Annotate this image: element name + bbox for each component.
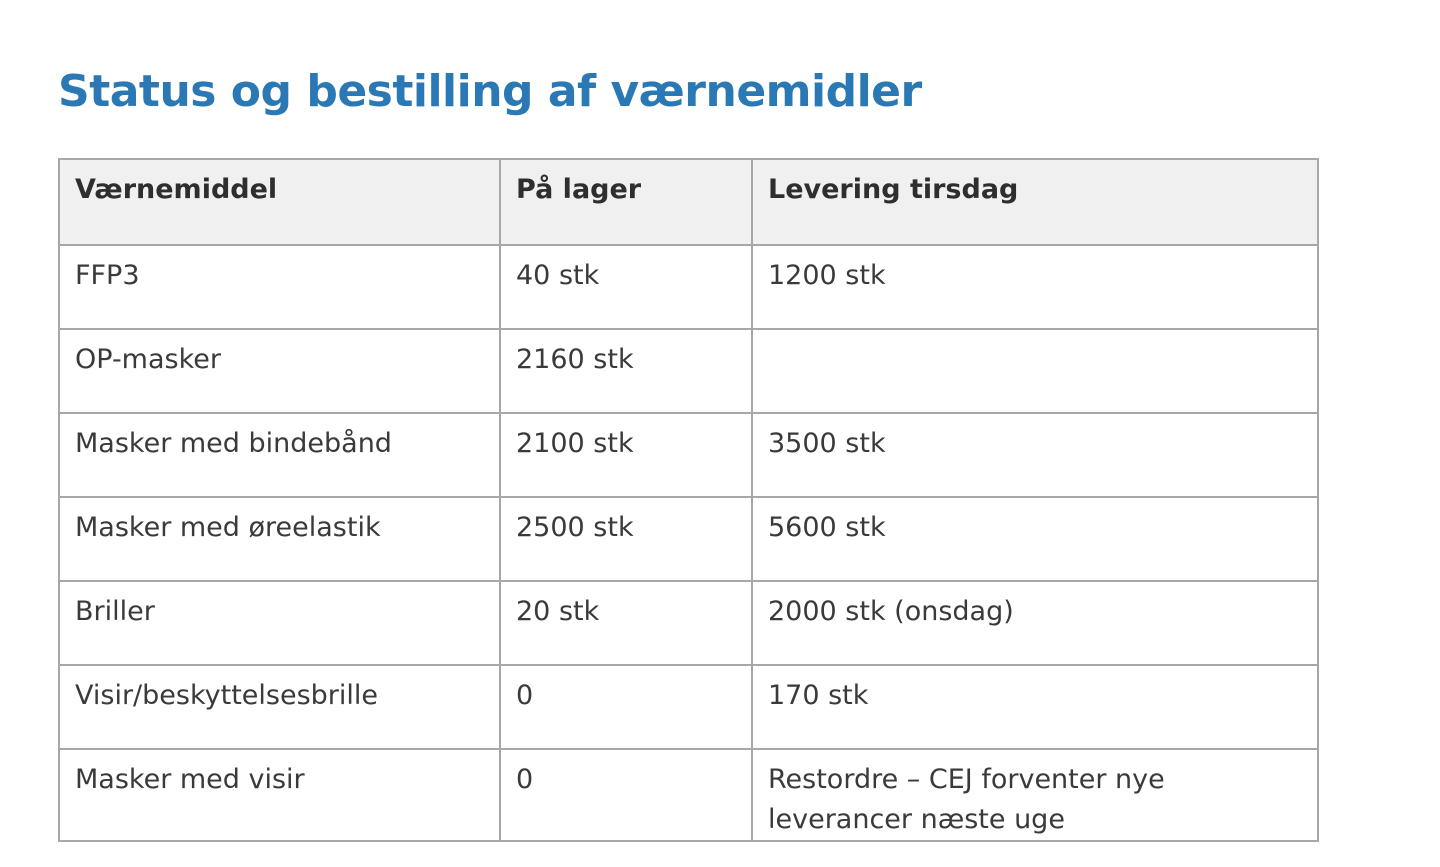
cell-stock: 2100 stk	[500, 413, 752, 497]
cell-item: Briller	[59, 581, 500, 665]
cell-delivery	[752, 329, 1318, 413]
cell-item: Masker med øreelastik	[59, 497, 500, 581]
cell-stock: 2500 stk	[500, 497, 752, 581]
table-row	[59, 497, 1318, 581]
table-row	[59, 665, 1318, 749]
cell-stock: 40 stk	[500, 245, 752, 329]
table-row	[59, 749, 1318, 841]
cell-item: Masker med visir	[59, 749, 500, 841]
cell-stock: 2160 stk	[500, 329, 752, 413]
cell-delivery: 1200 stk	[752, 245, 1318, 329]
cell-stock: 0	[500, 749, 752, 841]
table-header-row	[59, 159, 1318, 245]
table-row	[59, 413, 1318, 497]
page-title: Status og bestilling af værnemidler	[58, 66, 922, 117]
cell-delivery: 2000 stk (onsdag)	[752, 581, 1318, 665]
table-row	[59, 329, 1318, 413]
cell-delivery: Restordre – CEJ forventer nye leverancer næste uge	[752, 749, 1318, 841]
header-delivery: Levering tirsdag	[752, 159, 1318, 245]
table-row	[59, 581, 1318, 665]
header-stock: På lager	[500, 159, 752, 245]
supplies-table	[58, 158, 1319, 842]
cell-item: FFP3	[59, 245, 500, 329]
cell-item: Masker med bindebånd	[59, 413, 500, 497]
cell-delivery: 3500 stk	[752, 413, 1318, 497]
table-row	[59, 245, 1318, 329]
cell-item: Visir/beskyttelsesbrille	[59, 665, 500, 749]
cell-stock: 0	[500, 665, 752, 749]
cell-delivery: 5600 stk	[752, 497, 1318, 581]
cell-stock: 20 stk	[500, 581, 752, 665]
cell-delivery: 170 stk	[752, 665, 1318, 749]
header-item: Værnemiddel	[59, 159, 500, 245]
cell-item: OP-masker	[59, 329, 500, 413]
